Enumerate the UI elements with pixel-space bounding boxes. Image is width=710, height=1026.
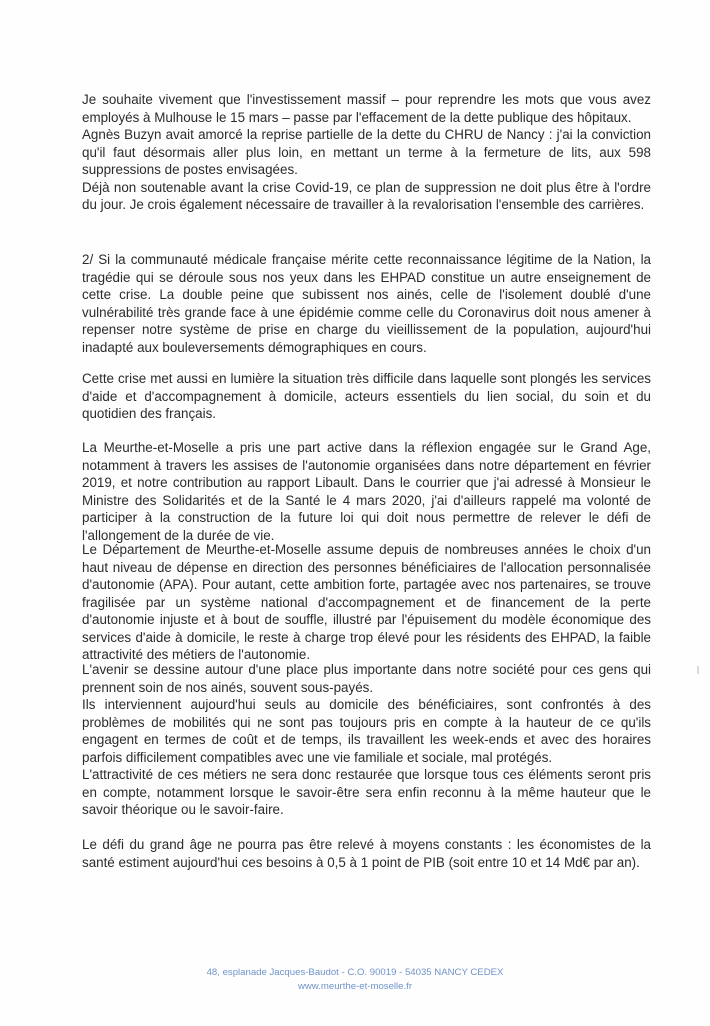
paragraph-line: Cette crise met aussi en lumière la situation très difficile dans laquelle sont plongés les services d'aide et d'accompagnement à domicile, acteurs essentiels du lien social, du soin et du quotidien des français. <box>82 371 651 421</box>
paragraph-line: Le défi du grand âge ne pourra pas être relevé à moyens constants : les économistes de la santé estiment aujourd'hui ces besoins à 0,5 à 1 point de PIB (soit entre 10 et 14 Md€ par an). <box>82 837 651 870</box>
paragraph-apa <box>82 541 651 664</box>
paragraph-line: 2/ Si la communauté médicale française mérite cette reconnaissance légitime de la Nation, la tragédie qui se déroule sous nos yeux dans les EHPAD constitue un autre enseignement de cette crise. La double peine que subissent nos ainés, celle de l'isolement doublé d'une vulnérabilité très grande face à une épidémie comme celle du Coronavirus doit nous amener à repenser notre système de prise en charge du vieillissement de la population, aujourd'hui inadapté aux bouleversements démographiques en cours. <box>82 252 651 355</box>
footer-website: www.meurthe-et-moselle.fr <box>297 981 413 992</box>
paragraph-line: Je souhaite vivement que l'investissement massif – pour reprendre les mots que vous avez employés à Mulhouse le 15 mars – passe par l'effacement de la dette publique des hôpitaux. <box>82 92 651 125</box>
paragraph-line: Déjà non soutenable avant la crise Covid-19, ce plan de suppression ne doit plus être à l'ordre du jour. Je crois également nécessaire de travailler à la revalorisation l'ensemble des carrières. <box>82 179 651 212</box>
paragraph-investissement <box>82 91 651 214</box>
paragraph-grand-age <box>82 439 651 544</box>
paragraph-line: Le Département de Meurthe-et-Moselle assume depuis de nombreuses années le choix d'un haut niveau de dépense en direction des personnes bénéficiaires de l'allocation personnalisée d'autonomie (APA). Pour autant, cette ambition forte, partagée avec nos partenaires, se trouve fragilisée par un système national d'accompagnement et de financement de la perte d'autonomie injuste et à bout de souffle, illustré par l'épuisement du modèle économique des services d'aide à domicile, le reste à charge trop élevé pour les résidents des EHPAD, la faible attractivité des métiers de l'autonomie. <box>82 542 651 662</box>
paragraph-aide-domicile <box>82 370 651 423</box>
letter-footer <box>0 966 710 994</box>
paragraph-ehpad <box>82 251 651 356</box>
paragraph-line: L'avenir se dessine autour d'une place plus importante dans notre société pour ces gens qui prennent soin de nos ainés, souvent sous-payés. <box>82 662 651 695</box>
footer-address: 48, esplanade Jacques-Baudot - C.O. 90019 - 54035 NANCY CEDEX <box>206 967 504 978</box>
paragraph-line: Agnès Buzyn avait amorcé la reprise partielle de la dette du CHRU de Nancy : j'ai la conviction qu'il faut désormais aller plus loin, en mettant un terme à la fermeture de lits, aux 598 suppressions de postes envisagées. <box>82 127 651 177</box>
paragraph-defi <box>82 836 651 871</box>
paragraph-avenir <box>82 661 651 819</box>
paragraph-line: Ils interviennent aujourd'hui seuls au domicile des bénéficiaires, sont confrontés à des problèmes de mobilités qui ne sont pas toujours pris en compte à la hauteur de ce qu'ils engagent en termes de coût et de temps, ils travaillent les week-ends et avec des horaires parfois difficilement compatibles avec une vie familiale et sociale, mal protégés. <box>82 697 651 765</box>
scan-mark <box>697 666 699 674</box>
paragraph-line: L'attractivité de ces métiers ne sera donc restaurée que lorsque tous ces éléments seront pris en compte, notamment lorsque le savoir-être sera enfin reconnu à la même hauteur que le savoir théorique ou le savoir-faire. <box>82 767 651 817</box>
paragraph-line: La Meurthe-et-Moselle a pris une part active dans la réflexion engagée sur le Grand Age, notamment à travers les assises de l'autonomie organisées dans notre département en février 2019, et notre contribution au rapport Libault. Dans le courrier que j'ai adressé à Monsieur le Ministre des Solidarités et de la Santé le 4 mars 2020, j'ai d'ailleurs rappelé ma volonté de participer à la construction de la future loi qui doit nous permettre de relever le défi de l'allongement de la durée de vie. <box>82 440 651 543</box>
